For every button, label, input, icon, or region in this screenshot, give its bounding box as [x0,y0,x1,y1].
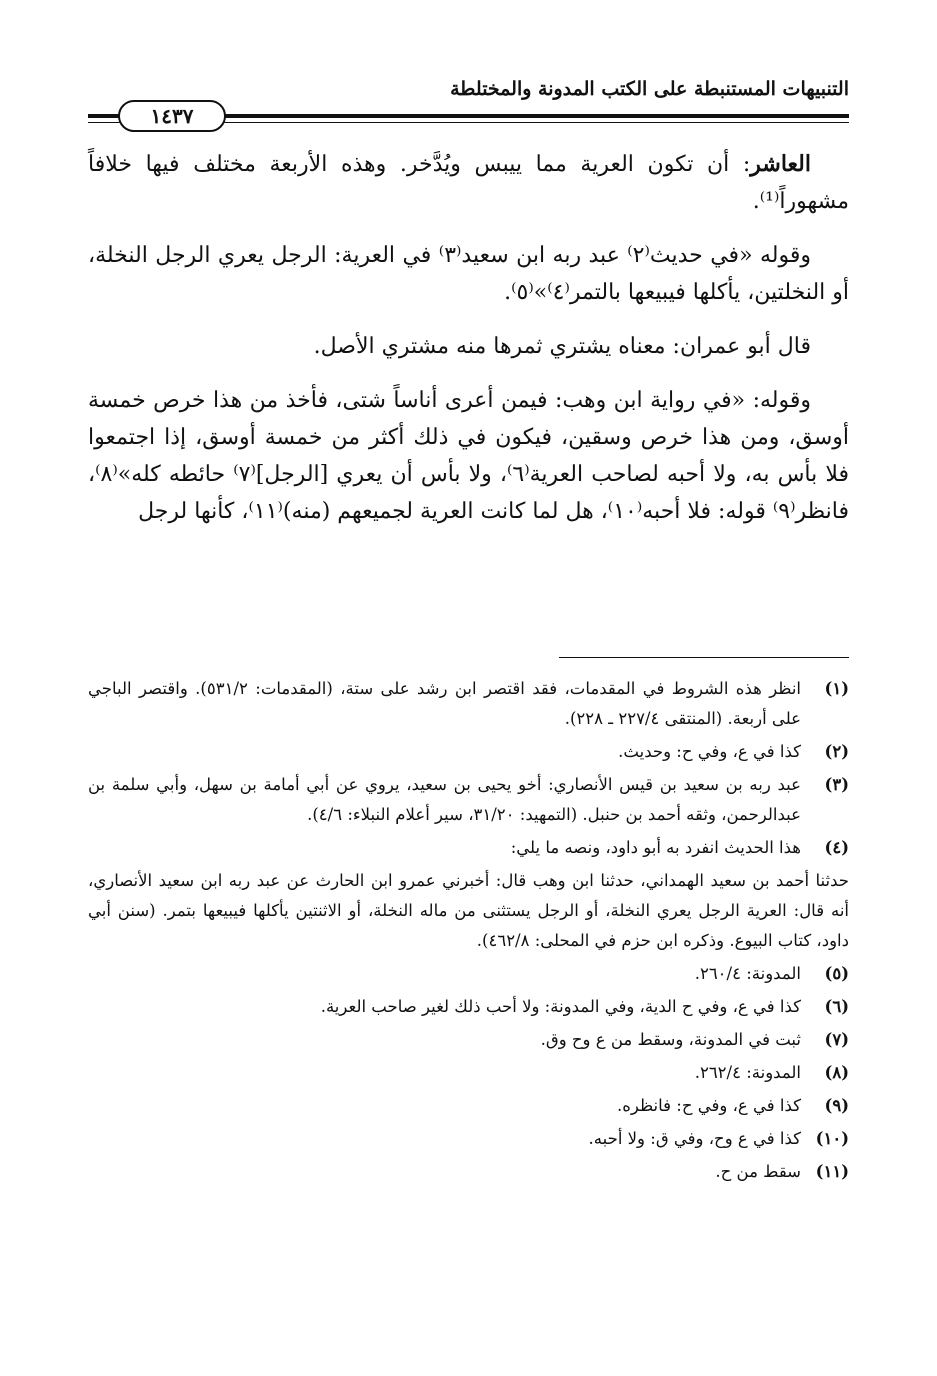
footnote-text: كذا في ع وح، وفي ق: ولا أحبه. [588,1129,801,1148]
footnote-4-continuation: حدثنا أحمد بن سعيد الهمداني، حدثنا ابن وهب قال: أخبرني عمرو ابن الحارث عن عبد ربه ابن سعيد الأنصاري، أنه قال: العرية الرجل يعري النخلة، أو الرجل يستثنى من ماله النخلة، أو الاثنتين يأكلها فيبيعها بتمر. (سنن أبي داود، كتاب البيوع. وذكره ابن حزم في المحلى: ٤٦٢/٨). [88,871,849,950]
footnote-5 [88,959,849,989]
paragraph-gap [88,365,849,382]
footnote-text: هذا الحديث انفرد به أبو داود، ونصه ما يلي: [510,838,801,857]
footnote-number: (٥) [824,964,849,983]
footnote-number: (١) [824,679,849,698]
footnote-text: المدونة: ٢٦٠/٤. [694,964,801,983]
footnote-text: كذا في ع، وفي ح الدية، وفي المدونة: ولا أحب ذلك لغير صاحب العرية. [320,997,801,1016]
page-number-badge [118,100,226,132]
footnote-3 [88,770,849,830]
paragraph-1-lead: العاشر [750,151,811,177]
footnote-number: (٩) [824,1096,849,1115]
footnote-number: (٢) [824,742,849,761]
footnote-text: انظر هذه الشروط في المقدمات، فقد اقتصر ابن رشد على ستة، (المقدمات: ٥٣١/٢). واقتصر الباجي على أربعة. (المنتقى ٢٢٧/٤ ـ ٢٢٨). [88,679,802,728]
footnote-number: (٣) [824,775,849,794]
footnote-11 [88,1157,849,1187]
paragraph-1-text: : أن تكون العرية مما ييبس ويُدَّخر. وهذه الأربعة مختلف فيها خلافاً مشهوراً⁽¹⁾. [88,152,849,214]
footnote-text: عبد ربه بن سعيد بن قيس الأنصاري: أخو يحيى بن سعيد، يروي عن أبي أمامة بن سهل، وأبي سلمة بن عبدالرحمن، وثقه أحمد بن حنبل. (التمهيد: ٣١/٢٠، سير أعلام النبلاء: ٤/٦). [88,775,801,824]
paragraph-2: وقوله «في حديث⁽٢⁾ عبد ربه ابن سعيد⁽٣⁾ في العرية: الرجل يعري الرجل النخلة، أو النخلتين، يأكلها فيبيعها بالتمر⁽٤⁾»⁽٥⁾. [88,243,849,305]
footnote-separator [559,657,849,658]
paragraph-4: وقوله: «في رواية ابن وهب: فيمن أعرى أناساً شتى، فأخذ من هذا خرص خمسة أوسق، ومن هذا خرص وسقين، فيكون في ذلك أكثر من خمسة أوسق، إذا اجتمعوا فلا بأس به، ولا أحبه لصاحب العرية⁽٦⁾، ولا بأس أن يعري [الرجل]⁽٧⁾ حائطه كله»⁽٨⁾، فانظر⁽٩⁾ قوله: فلا أحبه⁽١٠⁾، هل لما كانت العرية لجميعهم (منه)⁽١١⁾، كأنها لرجل [88,388,849,524]
footnote-7 [88,1025,849,1055]
paragraph-gap [88,220,849,237]
footnote-4 [88,833,849,863]
footnote-text: سقط من ح. [715,1162,801,1181]
footnote-2 [88,737,849,767]
footnote-number: (٨) [824,1063,849,1082]
footnote-9 [88,1091,849,1121]
footnote-10 [88,1124,849,1154]
footnote-text: ثبت في المدونة، وسقط من ع وح وق. [540,1030,801,1049]
running-title: التنبيهات المستنبطة على الكتب المدونة والمختلطة [450,78,849,100]
footnote-6 [88,992,849,1022]
paragraph-3: قال أبو عمران: معناه يشتري ثمرها منه مشتري الأصل. [313,334,811,359]
footnote-number: (٤) [824,838,849,857]
paragraph-gap [88,311,849,328]
footnote-number: (١١) [815,1162,849,1181]
footnote-number: (٦) [824,997,849,1016]
footnote-8 [88,1058,849,1088]
main-text [88,146,849,530]
footnote-text: كذا في ع، وفي ح: فانظره. [617,1096,801,1115]
footnote-text: كذا في ع، وفي ح: وحديث. [618,742,801,761]
footnote-number: (٧) [824,1030,849,1049]
footnotes [88,674,849,1190]
page-number: ١٤٣٧ [150,104,194,128]
paragraph-1 [88,146,849,220]
footnote-1 [88,674,849,734]
footnote-number: (١٠) [815,1129,849,1148]
footnote-text: المدونة: ٢٦٢/٤. [694,1063,801,1082]
